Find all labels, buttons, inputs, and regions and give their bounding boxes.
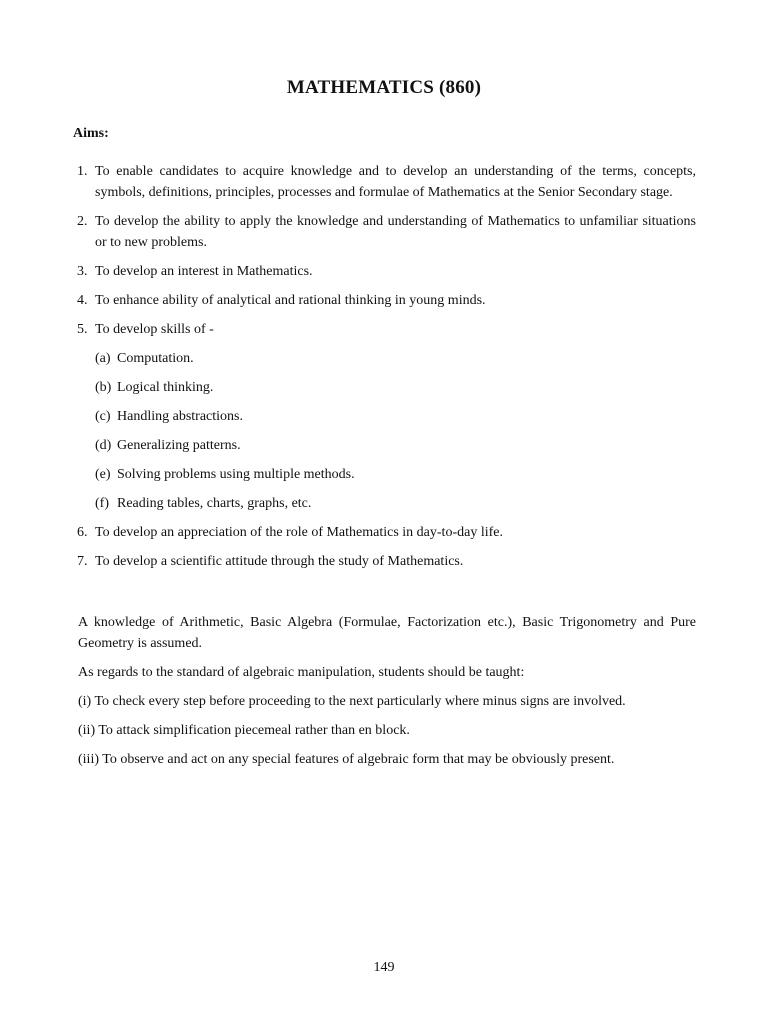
aim-number: 4. [77, 293, 88, 308]
aim-text: To develop skills of - [95, 322, 214, 337]
notes-section [78, 612, 696, 778]
skill-letter: (d) [95, 438, 112, 453]
note-paragraph: (i) To check every step before proceeding to the next particularly where minus signs are involved. [78, 694, 626, 709]
skill-letter: (f) [95, 496, 109, 511]
skill-item [95, 377, 696, 398]
aim-number: 6. [77, 525, 88, 540]
aim-item [66, 522, 696, 543]
aim-text: To develop an interest in Mathematics. [95, 264, 313, 279]
skill-item [95, 435, 696, 456]
note-paragraph: (ii) To attack simplification piecemeal rather than en block. [78, 723, 410, 738]
skill-text: Computation. [117, 351, 194, 366]
skill-text: Handling abstractions. [117, 409, 243, 424]
aims-list [66, 161, 696, 580]
skills-sublist [95, 348, 696, 514]
skill-text: Reading tables, charts, graphs, etc. [117, 496, 312, 511]
note-paragraph: A knowledge of Arithmetic, Basic Algebra (Formulae, Factorization etc.), Basic Trigonometry and Pure Geometry is assumed. [78, 615, 696, 651]
skill-text: Generalizing patterns. [117, 438, 241, 453]
skill-letter: (a) [95, 351, 111, 366]
aim-item [66, 290, 696, 311]
skill-letter: (e) [95, 467, 111, 482]
skill-letter: (c) [95, 409, 111, 424]
aim-number: 7. [77, 554, 88, 569]
aim-number: 1. [77, 164, 88, 179]
aim-item [66, 211, 696, 253]
aim-text: To develop a scientific attitude through the study of Mathematics. [95, 554, 464, 569]
note-paragraph: As regards to the standard of algebraic manipulation, students should be taught: [78, 665, 525, 680]
aim-number: 5. [77, 322, 88, 337]
aim-text: To develop an appreciation of the role of Mathematics in day-to-day life. [95, 525, 503, 540]
aims-heading: Aims: [73, 126, 109, 141]
skill-text: Logical thinking. [117, 380, 214, 395]
aim-number: 2. [77, 214, 88, 229]
aim-text: To enable candidates to acquire knowledge and to develop an understanding of the terms, concepts, symbols, definitions, principles, processes and formulae of Mathematics at the Senior Secondary stage. [95, 164, 696, 200]
aim-number: 3. [77, 264, 88, 279]
page-number: 149 [373, 960, 395, 975]
note-paragraph: (iii) To observe and act on any special features of algebraic form that may be obviously present. [78, 752, 615, 767]
page-title: MATHEMATICS (860) [286, 77, 482, 98]
skill-text: Solving problems using multiple methods. [117, 467, 355, 482]
aim-item [66, 319, 696, 514]
skill-item [95, 464, 696, 485]
aim-item [66, 161, 696, 203]
skill-item [95, 493, 696, 514]
aim-text: To develop the ability to apply the knowledge and understanding of Mathematics to unfamiliar situations or to new problems. [95, 214, 696, 250]
aim-text: To enhance ability of analytical and rational thinking in young minds. [95, 293, 486, 308]
skill-letter: (b) [95, 380, 112, 395]
aim-item [66, 261, 696, 282]
skill-item [95, 406, 696, 427]
skill-item [95, 348, 696, 369]
aim-item [66, 551, 696, 572]
